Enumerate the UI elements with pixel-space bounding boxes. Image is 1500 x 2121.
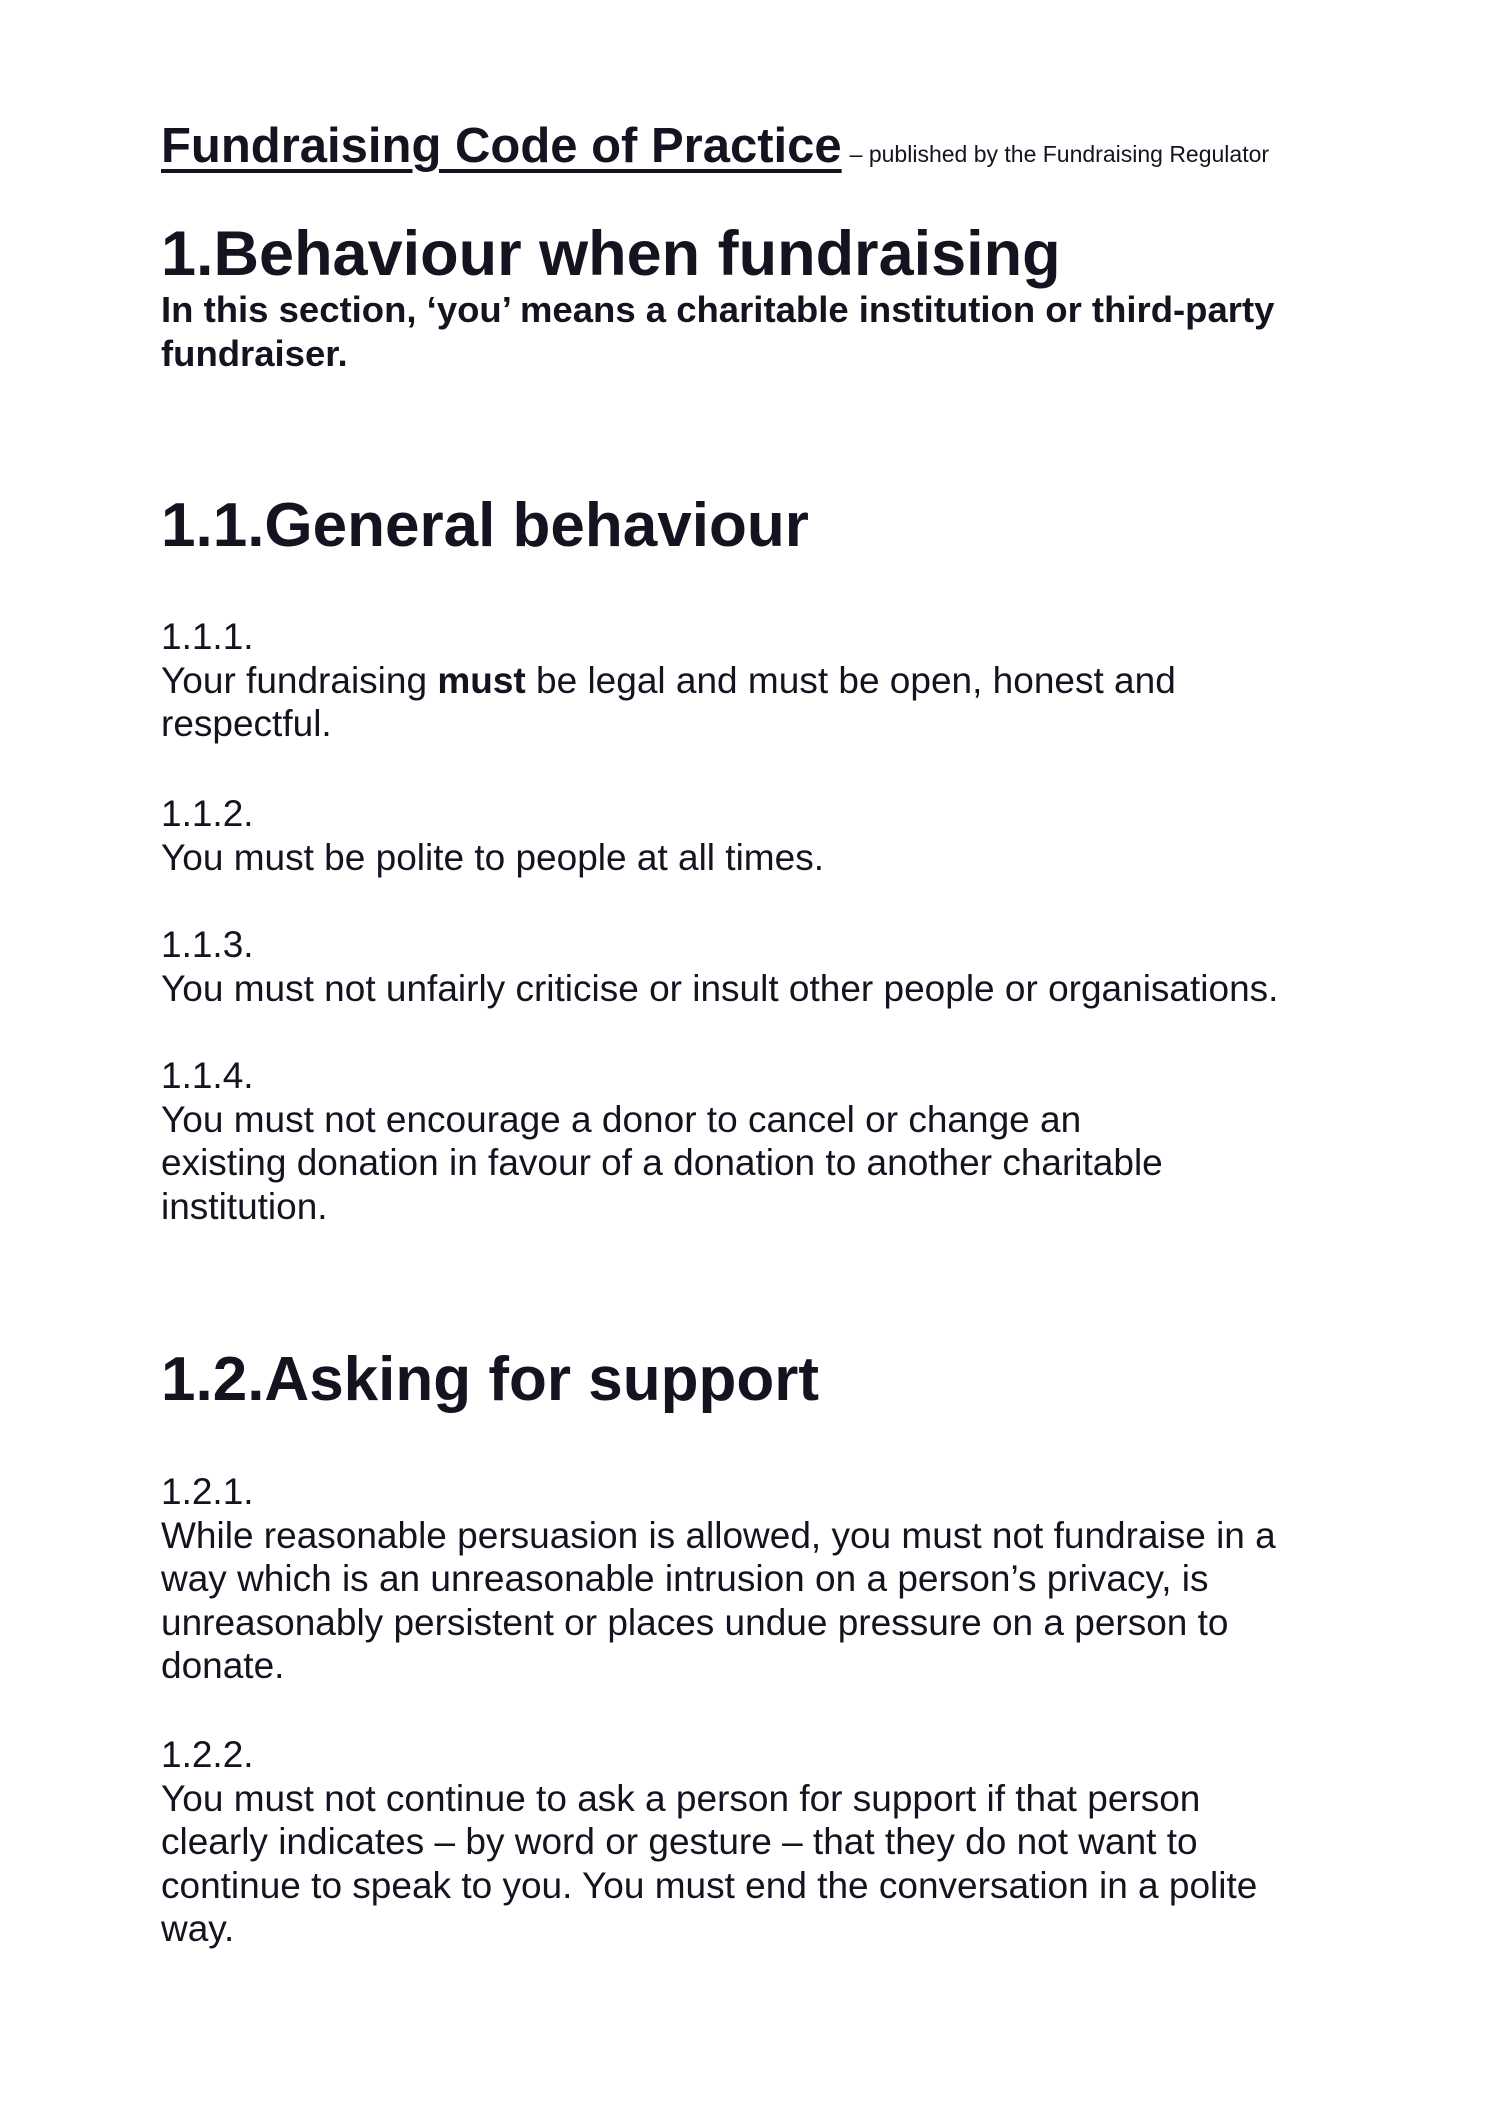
clause-text-line: existing donation in favour of a donation to another charitable — [161, 1142, 1163, 1184]
section-heading-1-2: 1.2.Asking for support — [161, 1345, 819, 1414]
clause-text-line: You must be polite to people at all times. — [161, 836, 824, 878]
document-title: Fundraising Code of Practice — [161, 119, 842, 173]
clause-text-line: You must not encourage a donor to cancel or change an — [161, 1098, 1082, 1140]
clause-number: 1.1.1. — [161, 616, 254, 657]
clause-number: 1.2.2. — [161, 1734, 254, 1775]
clause-number: 1.1.2. — [161, 793, 254, 834]
clause-1-1-3 — [161, 923, 1278, 1010]
document-header — [161, 118, 1269, 174]
clause-text-line: donate. — [161, 1645, 285, 1687]
section-heading-1: 1.Behaviour when fundraising — [161, 219, 1061, 289]
clause-text-line: clearly indicates – by word or gesture – that they do not want to — [161, 1821, 1198, 1863]
clause-text-line: unreasonably persistent or places undue pressure on a person to — [161, 1601, 1229, 1643]
clause-1-1-4 — [161, 1054, 1163, 1228]
section-heading-1-1: 1.1.General behaviour — [161, 491, 809, 560]
clause-text-line: way which is an unreasonable intrusion on a person’s privacy, is — [161, 1558, 1209, 1600]
clause-text-line: continue to speak to you. You must end the conversation in a polite — [161, 1864, 1258, 1906]
clause-number: 1.1.3. — [161, 924, 254, 965]
emphasis-text: must — [437, 659, 526, 701]
text-segment: Your fundraising — [161, 659, 438, 701]
clause-1-2-1 — [161, 1470, 1276, 1688]
clause-1-1-1 — [161, 615, 1176, 746]
text-segment: be legal and must be open, honest and — [525, 659, 1176, 701]
clause-text-line: While reasonable persuasion is allowed, you must not fundraise in a — [161, 1514, 1276, 1556]
clause-text-line: way. — [161, 1908, 235, 1950]
intro-line: In this section, ‘you’ means a charitable institution or third-party — [161, 289, 1275, 330]
clause-text-line: institution. — [161, 1185, 328, 1227]
clause-1-1-2 — [161, 792, 824, 879]
clause-text-line: You must not unfairly criticise or insult other people or organisations. — [161, 967, 1279, 1009]
clause-number: 1.2.1. — [161, 1471, 254, 1512]
clause-1-2-2 — [161, 1733, 1257, 1951]
clause-text-line: You must not continue to ask a person for support if that person — [161, 1777, 1201, 1819]
intro-line: fundraiser. — [161, 332, 348, 374]
clause-text-line: respectful. — [161, 703, 332, 745]
clause-number: 1.1.4. — [161, 1055, 254, 1096]
section-intro — [161, 288, 1274, 375]
document-subtitle: – published by the Fundraising Regulator — [849, 141, 1270, 167]
clause-text-line — [161, 659, 1176, 703]
